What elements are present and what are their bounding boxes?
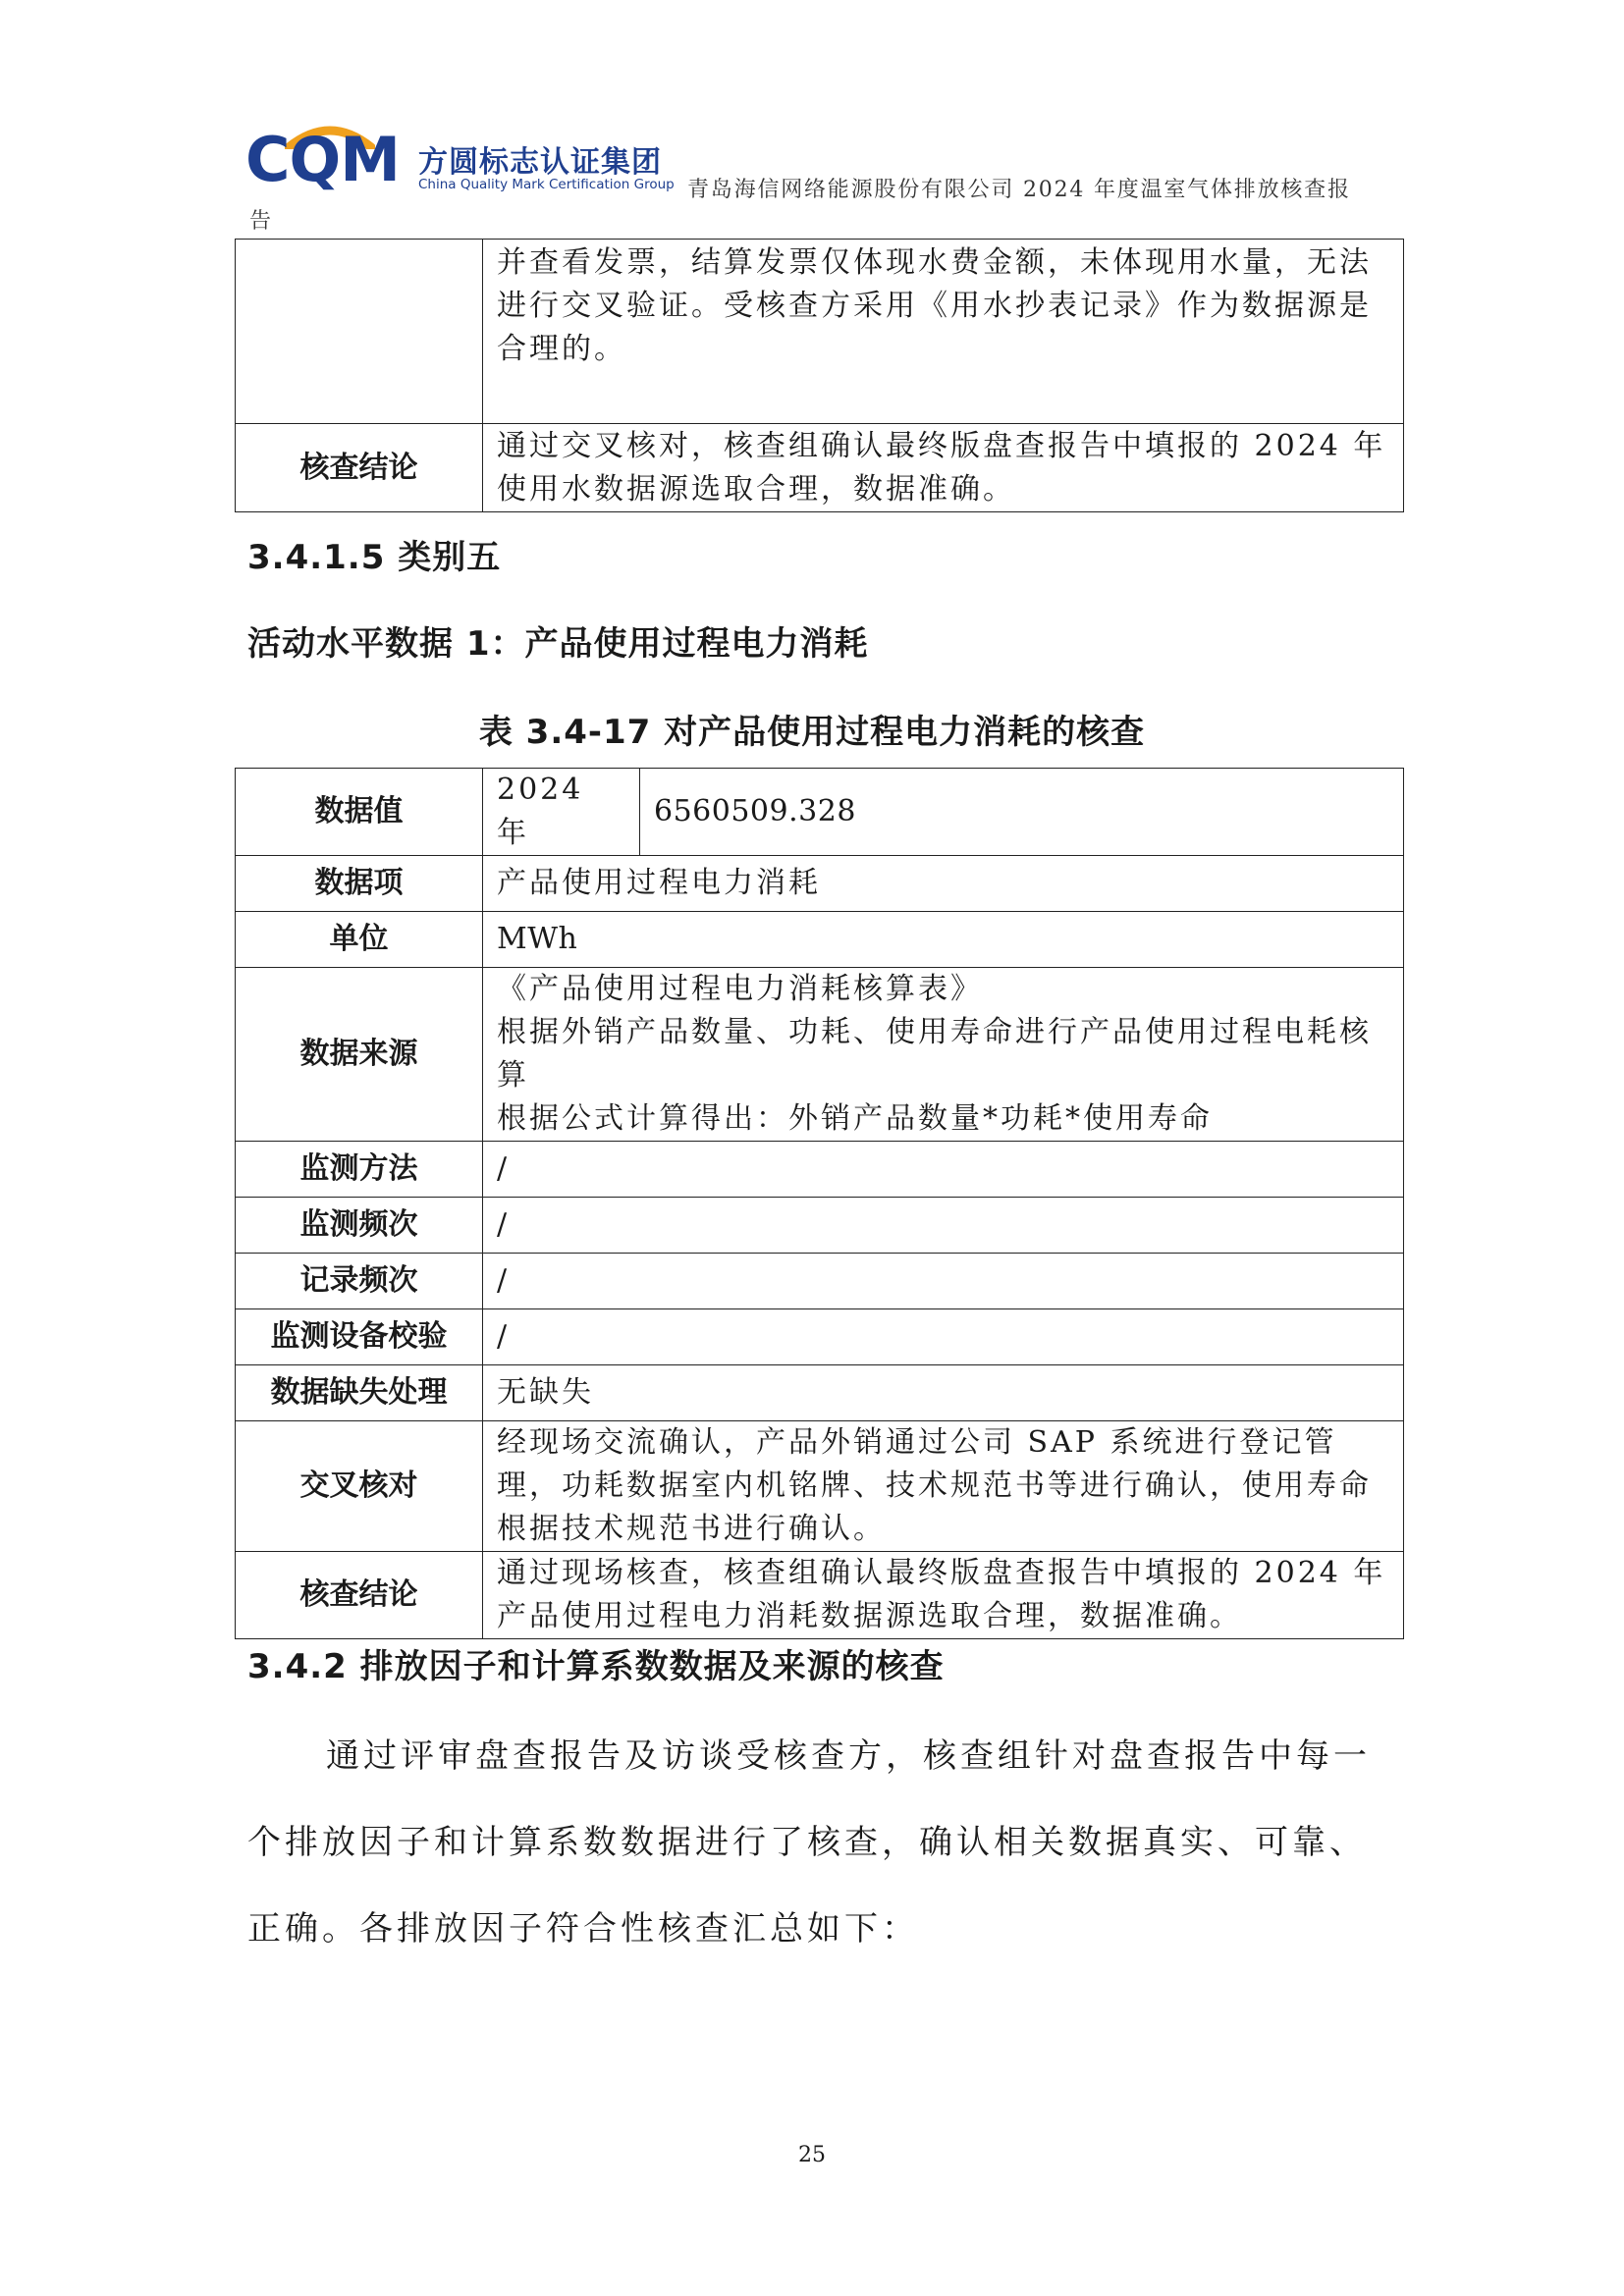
- row-label: 数据值: [236, 769, 483, 856]
- cqm-logo: [245, 120, 677, 198]
- row-label: 核查结论: [236, 1552, 483, 1639]
- running-header-title: 青岛海信网络能源股份有限公司 2024 年度温室气体排放核查报: [687, 178, 1351, 202]
- row-value: 通过交叉核对，核查组确认最终版盘查报告中填报的 2024 年使用水数据源选取合理，数据准确。: [483, 424, 1404, 512]
- row-label: 数据缺失处理: [236, 1365, 483, 1421]
- row-label: 监测频次: [236, 1198, 483, 1254]
- row-value: /: [483, 1198, 1404, 1254]
- row-value: 通过现场核查，核查组确认最终版盘查报告中填报的 2024 年产品使用过程电力消耗数据源选取合理，数据准确。: [483, 1552, 1404, 1639]
- row-value: 经现场交流确认，产品外销通过公司 SAP 系统进行登记管理，功耗数据室内机铭牌、技术规范书等进行确认，使用寿命根据技术规范书进行确认。: [483, 1421, 1404, 1552]
- row-label: 核查结论: [236, 424, 483, 512]
- body-paragraph: 通过评审盘查报告及访谈受核查方，核查组针对盘查报告中每一个排放因子和计算系数数据进行了核查，确认相关数据真实、可靠、正确。各排放因子符合性核查汇总如下：: [247, 1736, 1371, 1949]
- table-row: [236, 1421, 1404, 1552]
- table-row: [236, 1552, 1404, 1639]
- row-label: 数据来源: [236, 968, 483, 1142]
- table-row: [236, 856, 1404, 912]
- row-label: 监测设备校验: [236, 1309, 483, 1365]
- row-label: 记录频次: [236, 1254, 483, 1309]
- row-label: [236, 240, 483, 424]
- table-row: [236, 912, 1404, 968]
- table-row: [236, 1254, 1404, 1309]
- year-cell: 2024 年: [483, 769, 640, 856]
- row-value: 无缺失: [483, 1365, 1404, 1421]
- row-value: /: [483, 1309, 1404, 1365]
- logo-chinese-name: 方圆标志认证集团: [418, 145, 662, 180]
- activity-data-heading: 活动水平数据 1：产品使用过程电力消耗: [247, 624, 869, 664]
- row-label: 单位: [236, 912, 483, 968]
- row-label: 交叉核对: [236, 1421, 483, 1552]
- table-row: [236, 424, 1404, 512]
- row-value: 并查看发票，结算发票仅体现水费金额，未体现用水量，无法进行交叉验证。受核查方采用《用水抄表记录》作为数据源是合理的。: [483, 240, 1404, 424]
- section-heading-3-4-2: 3.4.2 排放因子和计算系数数据及来源的核查: [247, 1647, 945, 1686]
- source-line: 根据公式计算得出：外销产品数量*功耗*使用寿命: [497, 1101, 1213, 1136]
- section-heading-3-4-1-5: 3.4.1.5 类别五: [247, 538, 502, 577]
- table-row: [236, 1142, 1404, 1198]
- table-row: [236, 1309, 1404, 1365]
- row-value: 产品使用过程电力消耗: [483, 856, 1404, 912]
- table-row: [236, 968, 1404, 1142]
- row-value: [483, 968, 1404, 1142]
- source-line: 《产品使用过程电力消耗核算表》: [497, 972, 983, 1006]
- row-label: 数据项: [236, 856, 483, 912]
- table-row: [236, 769, 1404, 856]
- data-value-cell: 6560509.328: [640, 769, 1404, 856]
- row-value: /: [483, 1254, 1404, 1309]
- running-header-title-tail: 告: [249, 209, 272, 234]
- table-row: [236, 1365, 1404, 1421]
- page-number: 25: [798, 2143, 826, 2167]
- row-value: MWh: [483, 912, 1404, 968]
- power-consumption-check-table: [235, 768, 1404, 1639]
- table-row: [236, 1198, 1404, 1254]
- table-row: [236, 240, 1404, 424]
- logo-english-name: China Quality Mark Certification Group: [418, 177, 675, 192]
- logo-wordmark: CQM: [245, 124, 400, 195]
- table-caption: 表 3.4-17 对产品使用过程电力消耗的核查: [478, 713, 1146, 752]
- row-label: 监测方法: [236, 1142, 483, 1198]
- water-data-table-continued: [235, 239, 1404, 512]
- row-value: /: [483, 1142, 1404, 1198]
- source-line: 根据外销产品数量、功耗、使用寿命进行产品使用过程电耗核算: [497, 1015, 1372, 1093]
